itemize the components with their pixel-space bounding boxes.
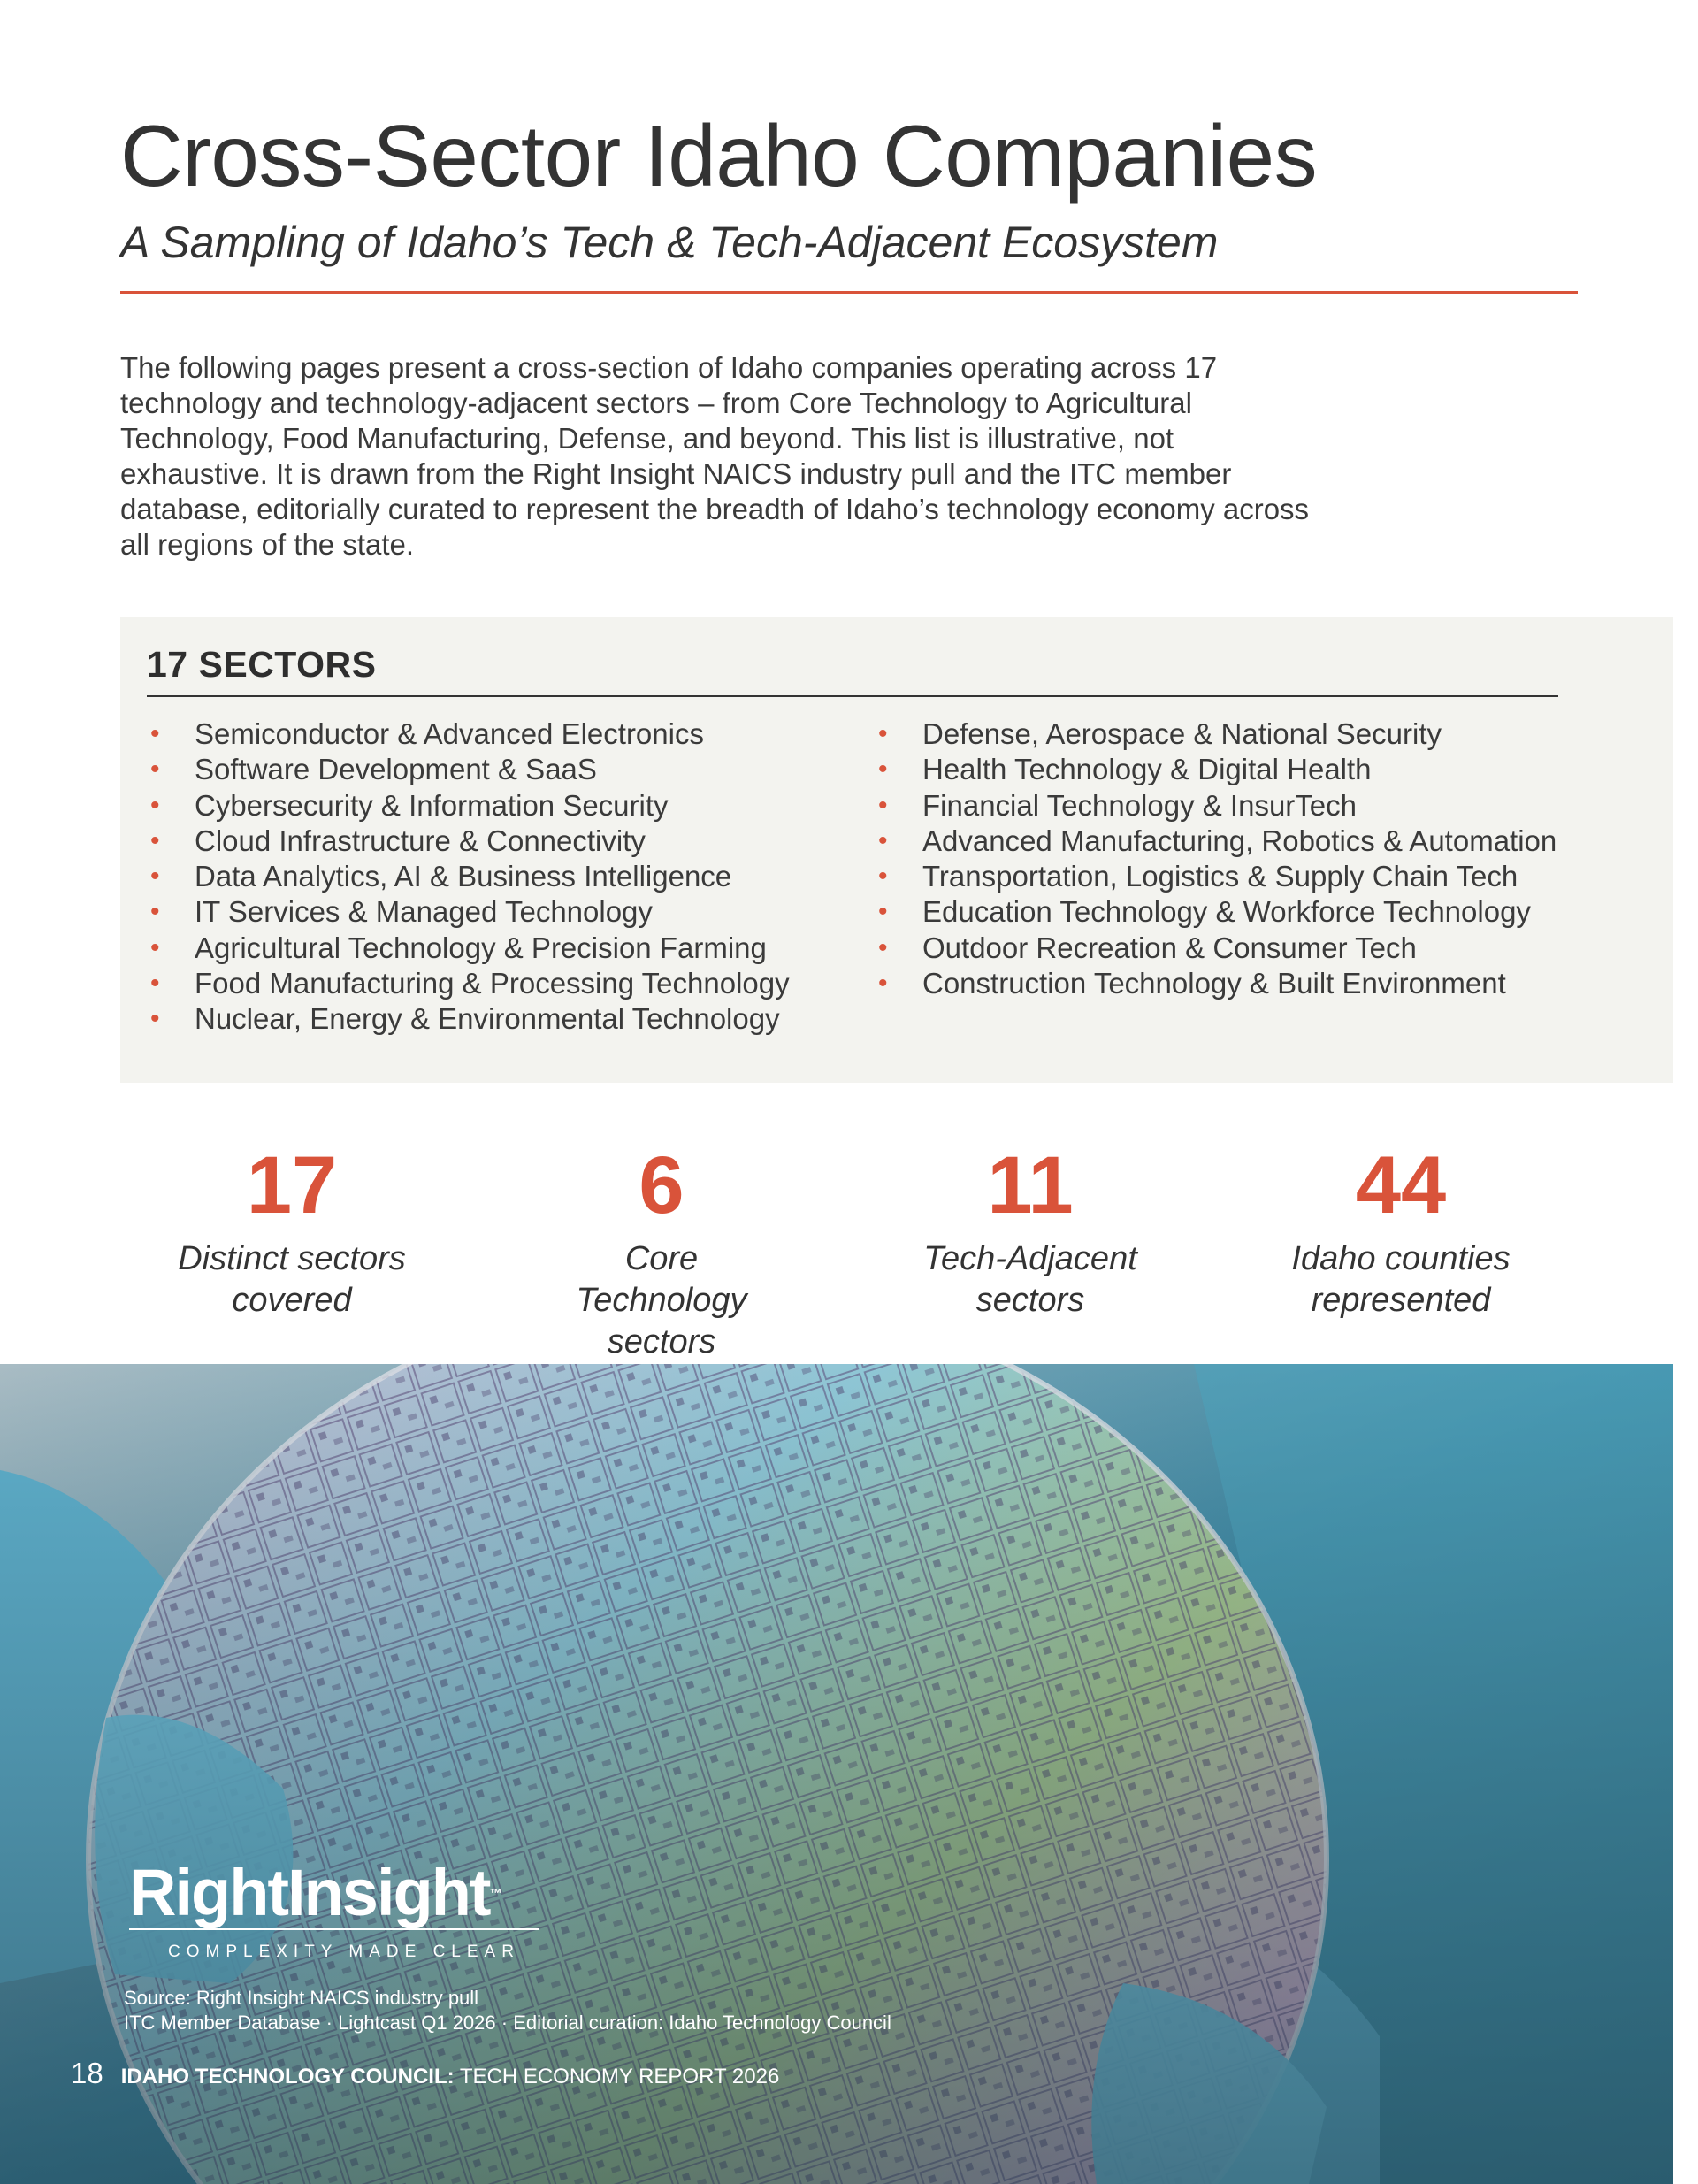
sector-label: Advanced Manufacturing, Robotics & Automation — [922, 824, 1557, 857]
sector-item — [875, 894, 1582, 930]
stat-label: Distinct sectors covered — [178, 1240, 406, 1319]
bullet-icon: • — [878, 790, 888, 820]
sector-label: Health Technology & Digital Health — [922, 753, 1372, 786]
stat-tech-adjacent — [871, 1141, 1189, 1322]
bullet-icon: • — [878, 969, 888, 999]
page-number: 18 — [71, 2057, 103, 2089]
source-note — [124, 1986, 891, 2035]
sector-label: IT Services & Managed Technology — [195, 895, 653, 929]
sector-item — [147, 1001, 854, 1037]
bullet-icon: • — [150, 825, 160, 855]
bullet-icon: • — [878, 825, 888, 855]
stat-value: 11 — [987, 1140, 1074, 1230]
stat-value: 44 — [1355, 1140, 1447, 1230]
sector-item — [147, 859, 854, 894]
bullet-icon: • — [878, 862, 888, 892]
page-title: Cross-Sector Idaho Companies — [120, 107, 1318, 204]
sector-item — [875, 717, 1582, 752]
sector-item — [875, 824, 1582, 859]
bullet-icon: • — [878, 719, 888, 748]
stat-value: 17 — [246, 1140, 338, 1230]
sector-item — [875, 859, 1582, 894]
sector-label: Semiconductor & Advanced Electronics — [195, 717, 704, 750]
bullet-icon: • — [878, 755, 888, 785]
source-line-1: Source: Right Insight NAICS industry pull — [124, 1987, 479, 2009]
footer-report: TECH ECONOMY REPORT 2026 — [454, 2065, 780, 2088]
sector-label: Software Development & SaaS — [195, 753, 597, 786]
stat-label: Idaho counties represented — [1291, 1240, 1511, 1319]
bullet-icon: • — [150, 969, 160, 999]
sector-label: Financial Technology & InsurTech — [922, 788, 1358, 822]
sector-item — [875, 966, 1582, 1001]
sector-list-right — [875, 717, 1582, 1001]
bullet-icon: • — [150, 755, 160, 785]
sector-label: Education Technology & Workforce Technology — [922, 895, 1531, 929]
rightinsight-logo — [129, 1858, 539, 1962]
sector-item — [147, 717, 854, 752]
sector-label: Cloud Infrastructure & Connectivity — [195, 824, 646, 857]
page-subtitle: A Sampling of Idaho’s Tech & Tech-Adjacent Ecosystem — [120, 218, 1219, 267]
sector-label: Data Analytics, AI & Business Intelligence — [195, 860, 732, 893]
sectors-divider — [147, 695, 1558, 697]
sector-item — [875, 931, 1582, 966]
sector-item — [875, 788, 1582, 824]
sector-label: Food Manufacturing & Processing Technology — [195, 967, 790, 1000]
intro-paragraph: The following pages present a cross-section of Idaho companies operating across 17 technology and technology-adjacent sectors – from Core Technology to Agricultural Technology, Food Manufacturing, Defense, and beyond. This list is illustrative, not exhaustive. It is drawn from the Right Insight NAICS industry pull and the ITC member database, editorially curated to represent the breadth of Idaho’s technology economy across all regions of the state. — [120, 351, 1310, 561]
sector-item — [147, 931, 854, 966]
sector-item — [147, 824, 854, 859]
stat-label: Tech-Adjacent sectors — [923, 1240, 1137, 1319]
stat-counties — [1242, 1141, 1560, 1322]
stat-distinct-sectors — [133, 1141, 451, 1322]
bullet-icon: • — [878, 897, 888, 927]
stat-label: Core Technology sectors — [576, 1240, 747, 1360]
stat-core-tech — [502, 1141, 821, 1363]
title-divider — [120, 291, 1578, 294]
source-line-2: ITC Member Database · Lightcast Q1 2026 · Editorial curation: Idaho Technology Council — [124, 2012, 891, 2034]
sector-item — [875, 752, 1582, 787]
sector-item — [147, 788, 854, 824]
bullet-icon: • — [150, 862, 160, 892]
footer-org: IDAHO TECHNOLOGY COUNCIL: — [120, 2065, 455, 2088]
bullet-icon: • — [150, 790, 160, 820]
stat-value: 6 — [639, 1140, 685, 1230]
sectors-heading: 17 SECTORS — [147, 644, 377, 685]
sector-item — [147, 894, 854, 930]
sector-label: Transportation, Logistics & Supply Chain Tech — [922, 860, 1518, 893]
sector-list-left — [147, 717, 854, 1038]
bullet-icon: • — [150, 932, 160, 962]
bullet-icon: • — [150, 1004, 160, 1034]
sector-label: Construction Technology & Built Environment — [922, 967, 1506, 1000]
sector-label: Nuclear, Energy & Environmental Technology — [195, 1002, 780, 1036]
stats-row — [0, 1140, 1698, 1360]
sectors-panel — [120, 617, 1673, 1083]
brand-name: RightInsight™ — [129, 1856, 501, 1929]
bullet-icon: • — [150, 719, 160, 748]
bullet-icon: • — [878, 932, 888, 962]
sector-label: Cybersecurity & Information Security — [195, 788, 669, 822]
brand-tagline: COMPLEXITY MADE CLEAR — [168, 1943, 520, 1961]
sector-item — [147, 966, 854, 1001]
bullet-icon: • — [150, 897, 160, 927]
sector-label: Outdoor Recreation & Consumer Tech — [922, 931, 1417, 964]
page-footer — [71, 2058, 779, 2093]
sector-label: Agricultural Technology & Precision Farming — [195, 931, 767, 964]
sector-item — [147, 752, 854, 787]
sector-label: Defense, Aerospace & National Security — [922, 717, 1442, 750]
